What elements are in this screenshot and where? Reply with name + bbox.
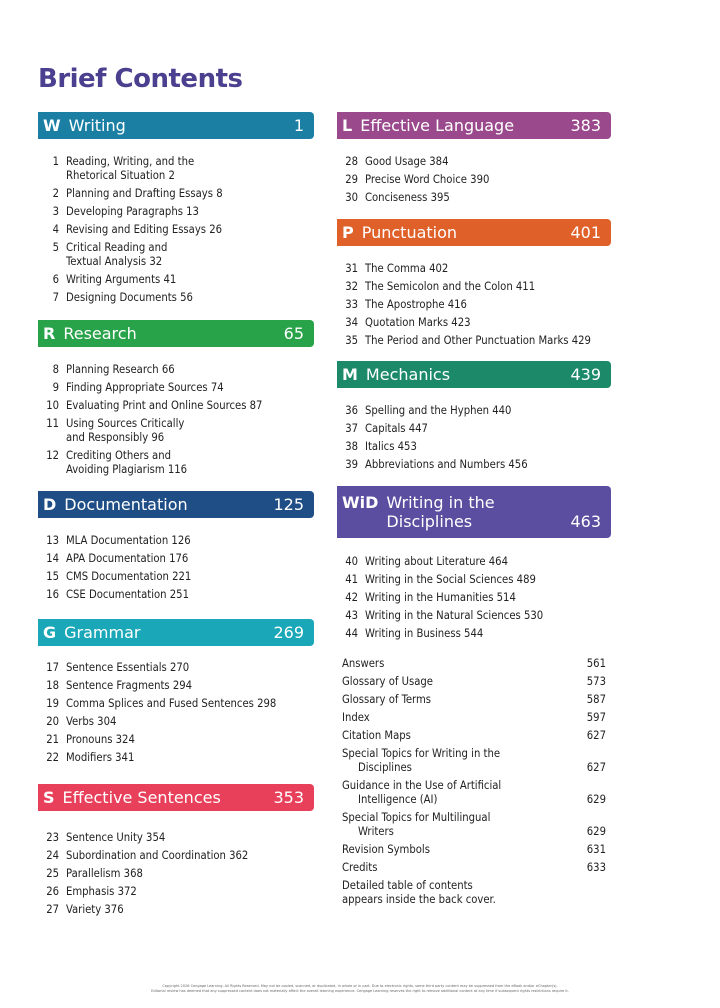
back-matter-page: 587 — [586, 693, 606, 706]
contents-note: Detailed table of contents appears inside the back cover. — [342, 879, 496, 906]
chapter-row[interactable] — [337, 278, 611, 296]
chapter-title: Writing in the Natural Sciences 530 — [365, 609, 544, 622]
chapter-row[interactable] — [38, 659, 314, 677]
section-code: WiD — [342, 493, 379, 512]
chapter-number: 19 — [46, 697, 59, 710]
page-title: Brief Contents — [38, 64, 243, 94]
chapter-title: CMS Documentation 221 — [66, 570, 192, 583]
back-matter-title: Special Topics for Writing in the Disciplines — [342, 747, 501, 774]
section-page: 463 — [570, 512, 601, 531]
chapter-title: Subordination and Coordination 362 — [66, 849, 249, 862]
chapter-number: 5 — [52, 241, 59, 254]
chapter-number: 23 — [46, 831, 59, 844]
chapter-row[interactable] — [337, 314, 611, 332]
chapter-row[interactable] — [337, 260, 611, 278]
back-matter-title: Answers — [342, 657, 385, 670]
back-matter-row[interactable] — [342, 709, 606, 727]
back-matter-title: Guidance in the Use of Artificial Intelligence (AI) — [342, 779, 502, 806]
chapter-title: Finding Appropriate Sources 74 — [66, 381, 224, 394]
chapter-number: 30 — [345, 191, 358, 204]
section-code: S — [43, 788, 55, 807]
chapter-number: 24 — [46, 849, 59, 862]
back-matter-row[interactable] — [342, 859, 606, 877]
section-band-writing[interactable] — [38, 112, 314, 139]
section-band-documentation[interactable] — [38, 491, 314, 518]
chapter-number: 35 — [345, 334, 358, 347]
chapter-number: 36 — [345, 404, 358, 417]
chapter-row[interactable] — [337, 438, 611, 456]
chapter-title: CSE Documentation 251 — [66, 588, 189, 601]
chapter-number: 10 — [46, 399, 59, 412]
chapter-row[interactable] — [337, 171, 611, 189]
section-name: Writing in the Disciplines — [386, 493, 495, 531]
back-matter-row[interactable] — [342, 841, 606, 859]
back-matter-row[interactable] — [342, 655, 606, 673]
back-matter-page: 597 — [586, 711, 606, 724]
back-matter-title: Glossary of Terms — [342, 693, 432, 706]
chapter-list-research — [38, 361, 314, 479]
chapter-title: Designing Documents 56 — [66, 291, 193, 304]
chapter-title: MLA Documentation 126 — [66, 534, 191, 547]
back-matter-page: 631 — [586, 843, 606, 856]
chapter-title: Evaluating Print and Online Sources 87 — [66, 399, 263, 412]
chapter-list-documentation — [38, 532, 314, 604]
chapter-title: Critical Reading and Textual Analysis 32 — [66, 241, 168, 268]
section-name: Grammar — [64, 623, 141, 642]
back-matter-row[interactable] — [342, 809, 606, 841]
chapter-list-writing — [38, 153, 314, 307]
section-code: P — [342, 223, 354, 242]
chapter-row[interactable] — [38, 361, 314, 379]
chapter-number: 40 — [345, 555, 358, 568]
chapter-title: Modifiers 341 — [66, 751, 135, 764]
chapter-row[interactable] — [38, 379, 314, 397]
chapter-number: 3 — [52, 205, 59, 218]
chapter-row[interactable] — [38, 829, 314, 847]
back-matter-row[interactable] — [342, 727, 606, 745]
chapter-title: Capitals 447 — [365, 422, 428, 435]
back-matter-page: 573 — [586, 675, 606, 688]
chapter-number: 11 — [46, 417, 59, 430]
section-name: Effective Sentences — [62, 788, 221, 807]
chapter-title: Conciseness 395 — [365, 191, 450, 204]
chapter-number: 29 — [345, 173, 358, 186]
chapter-title: Verbs 304 — [66, 715, 117, 728]
section-name: Punctuation — [361, 223, 458, 242]
chapter-title: Planning and Drafting Essays 8 — [66, 187, 223, 200]
chapter-title: Quotation Marks 423 — [365, 316, 471, 329]
chapter-number: 18 — [46, 679, 59, 692]
back-matter-page: 561 — [586, 657, 606, 670]
chapter-row[interactable] — [38, 749, 314, 767]
chapter-number: 44 — [345, 627, 358, 640]
section-name: Research — [63, 324, 137, 343]
section-name: Documentation — [64, 495, 188, 514]
chapter-title: Using Sources Critically and Responsibly 96 — [66, 417, 185, 444]
chapter-row[interactable] — [337, 189, 611, 207]
chapter-row[interactable] — [38, 695, 314, 713]
chapter-title: Emphasis 372 — [66, 885, 137, 898]
chapter-row[interactable] — [38, 865, 314, 883]
chapter-title: Crediting Others and Avoiding Plagiarism 116 — [66, 449, 188, 476]
chapter-row[interactable] — [38, 532, 314, 550]
chapter-title: Sentence Essentials 270 — [66, 661, 190, 674]
chapter-number: 1 — [52, 155, 59, 168]
chapter-title: Spelling and the Hyphen 440 — [365, 404, 512, 417]
chapter-number: 21 — [46, 733, 59, 746]
chapter-number: 7 — [52, 291, 59, 304]
chapter-number: 27 — [46, 903, 59, 916]
chapter-number: 9 — [52, 381, 59, 394]
chapter-row[interactable] — [38, 586, 314, 604]
chapter-row[interactable] — [337, 332, 611, 350]
back-matter-row[interactable] — [342, 745, 606, 777]
section-name: Mechanics — [365, 365, 451, 384]
chapter-row[interactable] — [38, 901, 314, 919]
chapter-number: 25 — [46, 867, 59, 880]
chapter-row[interactable] — [38, 847, 314, 865]
section-band-effective-language[interactable] — [337, 112, 611, 139]
chapter-title: Reading, Writing, and the Rhetorical Situation 2 — [66, 155, 195, 182]
chapter-number: 20 — [46, 715, 59, 728]
section-page: 1 — [293, 116, 304, 135]
chapter-number: 14 — [46, 552, 59, 565]
chapter-title: Italics 453 — [365, 440, 417, 453]
section-code: D — [43, 495, 57, 514]
back-matter-title: Credits — [342, 861, 378, 874]
chapter-title: Writing in the Social Sciences 489 — [365, 573, 536, 586]
section-name: Writing — [68, 116, 126, 135]
section-code: R — [43, 324, 56, 343]
section-code: L — [342, 116, 353, 135]
back-matter-page: 627 — [586, 729, 606, 742]
chapter-row[interactable] — [337, 420, 611, 438]
section-page: 269 — [273, 623, 304, 642]
section-code: G — [43, 623, 57, 642]
chapter-number: 38 — [345, 440, 358, 453]
chapter-row[interactable] — [38, 731, 314, 749]
chapter-number: 8 — [52, 363, 59, 376]
chapter-title: Developing Paragraphs 13 — [66, 205, 199, 218]
chapter-row[interactable] — [38, 203, 314, 221]
chapter-row[interactable] — [337, 607, 611, 625]
section-page: 383 — [570, 116, 601, 135]
chapter-list-effective-language — [337, 153, 611, 207]
chapter-row[interactable] — [38, 397, 314, 415]
chapter-title: Writing in the Humanities 514 — [365, 591, 516, 604]
chapter-number: 17 — [46, 661, 59, 674]
chapter-title: Parallelism 368 — [66, 867, 143, 880]
chapter-title: Comma Splices and Fused Sentences 298 — [66, 697, 277, 710]
section-page: 353 — [273, 788, 304, 807]
chapter-title: Sentence Unity 354 — [66, 831, 166, 844]
section-band-research[interactable] — [38, 320, 314, 347]
chapter-list-grammar — [38, 659, 314, 767]
chapter-number: 32 — [345, 280, 358, 293]
chapter-row[interactable] — [337, 456, 611, 474]
chapter-number: 22 — [46, 751, 59, 764]
chapter-title: Planning Research 66 — [66, 363, 175, 376]
chapter-row[interactable] — [38, 221, 314, 239]
chapter-title: The Semicolon and the Colon 411 — [365, 280, 536, 293]
chapter-number: 15 — [46, 570, 59, 583]
back-matter-title: Revision Symbols — [342, 843, 430, 856]
chapter-row[interactable] — [337, 402, 611, 420]
chapter-title: Precise Word Choice 390 — [365, 173, 490, 186]
chapter-row[interactable] — [38, 239, 314, 271]
section-page: 401 — [570, 223, 601, 242]
chapter-row[interactable] — [337, 153, 611, 171]
chapter-title: Abbreviations and Numbers 456 — [365, 458, 528, 471]
section-band-punctuation[interactable] — [337, 219, 611, 246]
chapter-number: 16 — [46, 588, 59, 601]
chapter-number: 13 — [46, 534, 59, 547]
section-page: 65 — [283, 324, 304, 343]
chapter-row[interactable] — [38, 185, 314, 203]
chapter-number: 26 — [46, 885, 59, 898]
chapter-row[interactable] — [38, 883, 314, 901]
back-matter-page: 629 — [586, 825, 606, 838]
section-name: Effective Language — [360, 116, 515, 135]
chapter-number: 43 — [345, 609, 358, 622]
chapter-number: 37 — [345, 422, 358, 435]
chapter-title: Revising and Editing Essays 26 — [66, 223, 223, 236]
chapter-row[interactable] — [38, 415, 314, 447]
section-band-mechanics[interactable] — [337, 361, 611, 388]
back-matter-title: Glossary of Usage — [342, 675, 433, 688]
section-band-effective-sentences[interactable] — [38, 784, 314, 811]
chapter-row[interactable] — [38, 550, 314, 568]
chapter-list-writing-in-the-disciplines — [337, 553, 611, 643]
chapter-row[interactable] — [337, 296, 611, 314]
chapter-row[interactable] — [337, 553, 611, 571]
chapter-number: 4 — [52, 223, 59, 236]
section-band-writing-in-the-disciplines[interactable] — [337, 486, 611, 538]
section-band-grammar[interactable] — [38, 619, 314, 646]
chapter-number: 31 — [345, 262, 358, 275]
chapter-number: 12 — [46, 449, 59, 462]
chapter-row[interactable] — [38, 289, 314, 307]
back-matter-row[interactable] — [342, 691, 606, 709]
chapter-title: Writing in Business 544 — [365, 627, 484, 640]
section-code: M — [342, 365, 358, 384]
chapter-title: Variety 376 — [66, 903, 124, 916]
chapter-number: 2 — [52, 187, 59, 200]
chapter-row[interactable] — [38, 447, 314, 479]
chapter-number: 34 — [345, 316, 358, 329]
section-code: W — [43, 116, 61, 135]
chapter-row[interactable] — [337, 625, 611, 643]
back-matter-list — [342, 655, 606, 907]
back-matter-title: Index — [342, 711, 370, 724]
back-matter-row[interactable] — [342, 673, 606, 691]
chapter-title: Sentence Fragments 294 — [66, 679, 193, 692]
chapter-number: 41 — [345, 573, 358, 586]
section-page: 439 — [570, 365, 601, 384]
back-matter-page: 629 — [586, 793, 606, 806]
chapter-list-effective-sentences — [38, 829, 314, 919]
chapter-title: APA Documentation 176 — [66, 552, 189, 565]
back-matter-page: 633 — [586, 861, 606, 874]
chapter-row[interactable] — [337, 571, 611, 589]
chapter-number: 33 — [345, 298, 358, 311]
chapter-number: 6 — [52, 273, 59, 286]
chapter-list-punctuation — [337, 260, 611, 350]
chapter-number: 39 — [345, 458, 358, 471]
chapter-title: Writing about Literature 464 — [365, 555, 508, 568]
back-matter-page: 627 — [586, 761, 606, 774]
chapter-title: The Period and Other Punctuation Marks 429 — [365, 334, 591, 347]
chapter-title: The Comma 402 — [365, 262, 449, 275]
chapter-row[interactable] — [38, 271, 314, 289]
copyright-footer: Copyright 2026 Cengage Learning. All Rights Reserved. May not be copied, scanned, or duplicated, in whole or in part. Due to electronic rights, some third party content may be suppressed from the eBook and/or eChapter(s). Editorial review has deemed that any suppressed content does not materially affect the overall learning experience. Cengage Learning reserves the right to remove additional content at any time if subsequent rights restrictions require it. — [151, 984, 569, 993]
back-matter-row[interactable] — [342, 777, 606, 809]
chapter-title: Pronouns 324 — [66, 733, 135, 746]
chapter-row[interactable] — [38, 677, 314, 695]
chapter-row[interactable] — [337, 589, 611, 607]
chapter-row[interactable] — [38, 713, 314, 731]
chapter-title: The Apostrophe 416 — [365, 298, 467, 311]
chapter-title: Writing Arguments 41 — [66, 273, 177, 286]
section-page: 125 — [273, 495, 304, 514]
chapter-row[interactable] — [38, 153, 314, 185]
chapter-number: 28 — [345, 155, 358, 168]
chapter-list-mechanics — [337, 402, 611, 474]
back-matter-title: Citation Maps — [342, 729, 411, 742]
back-matter-title: Special Topics for Multilingual Writers — [342, 811, 491, 838]
chapter-title: Good Usage 384 — [365, 155, 449, 168]
chapter-number: 42 — [345, 591, 358, 604]
chapter-row[interactable] — [38, 568, 314, 586]
